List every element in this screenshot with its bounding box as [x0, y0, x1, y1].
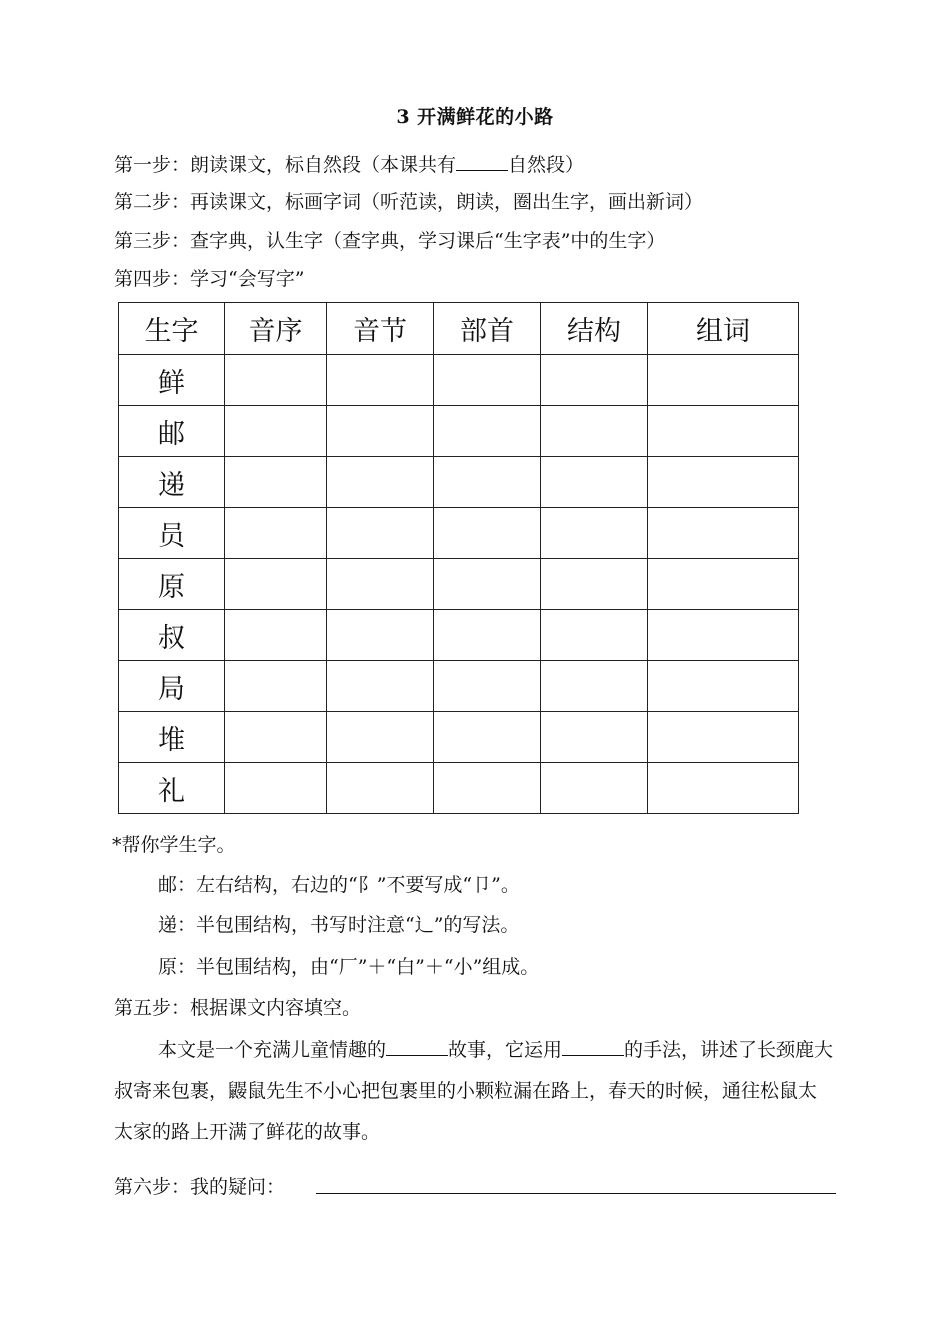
answer-cell[interactable]	[327, 610, 434, 661]
story-type-blank[interactable]	[386, 1035, 448, 1056]
answer-cell[interactable]	[327, 457, 434, 508]
answer-cell[interactable]	[434, 610, 541, 661]
answer-cell[interactable]	[225, 508, 327, 559]
answer-cell[interactable]	[327, 763, 434, 814]
step-3: 第三步：查字典，认生字（查字典，学习课后“生字表”中的生字）	[114, 230, 666, 252]
fill-text-1: 本文是一个充满儿童情趣的	[158, 1039, 387, 1061]
table-body	[119, 355, 799, 814]
answer-cell[interactable]	[225, 661, 327, 712]
char-cell: 堆	[119, 712, 225, 763]
answer-cell[interactable]	[541, 661, 648, 712]
answer-cell[interactable]	[434, 763, 541, 814]
answer-cell[interactable]	[648, 508, 799, 559]
table-header-row	[119, 303, 799, 355]
step-5: 第五步：根据课文内容填空。	[114, 997, 362, 1019]
help-heading: *帮你学生字。	[112, 834, 236, 856]
technique-blank[interactable]	[562, 1035, 624, 1056]
answer-cell[interactable]	[434, 355, 541, 406]
table-row	[119, 406, 799, 457]
answer-cell[interactable]	[541, 712, 648, 763]
header-cell: 结构	[541, 303, 648, 355]
header-cell: 音节	[327, 303, 434, 355]
help-note-2: 递：半包围结构，书写时注意“辶”的写法。	[158, 914, 520, 936]
fill-text-3: 的手法，讲述了长颈鹿大叔寄来包裹，鼹鼠先生不小心把包裹里的小颗粒漏在路上，春天的时候，通往松鼠太太家的路上开满了鲜花的故事。	[114, 1039, 834, 1143]
char-cell: 叔	[119, 610, 225, 661]
step-4: 第四步：学习“会写字”	[114, 268, 305, 290]
step-1-suffix: 自然段）	[508, 154, 585, 176]
answer-cell[interactable]	[541, 355, 648, 406]
answer-cell[interactable]	[327, 508, 434, 559]
char-cell: 递	[119, 457, 225, 508]
answer-cell[interactable]	[434, 559, 541, 610]
answer-cell[interactable]	[327, 712, 434, 763]
answer-cell[interactable]	[541, 559, 648, 610]
answer-cell[interactable]	[648, 763, 799, 814]
answer-cell[interactable]	[434, 406, 541, 457]
char-cell: 原	[119, 559, 225, 610]
answer-cell[interactable]	[648, 661, 799, 712]
help-note-1: 邮：左右结构，右边的“阝”不要写成“卩”。	[158, 874, 520, 896]
answer-cell[interactable]	[225, 610, 327, 661]
table-row	[119, 457, 799, 508]
answer-cell[interactable]	[648, 559, 799, 610]
answer-cell[interactable]	[541, 508, 648, 559]
answer-cell[interactable]	[541, 457, 648, 508]
char-cell: 邮	[119, 406, 225, 457]
table-row	[119, 661, 799, 712]
answer-cell[interactable]	[434, 457, 541, 508]
table-row	[119, 508, 799, 559]
header-cell: 部首	[434, 303, 541, 355]
answer-cell[interactable]	[434, 661, 541, 712]
answer-cell[interactable]	[648, 406, 799, 457]
char-cell: 局	[119, 661, 225, 712]
page-title: 3 开满鲜花的小路	[396, 106, 554, 128]
step-6: 第六步：我的疑问：	[114, 1176, 286, 1198]
answer-cell[interactable]	[225, 763, 327, 814]
header-cell: 生字	[119, 303, 225, 355]
step-1-text: 第一步：朗读课文，标自然段（本课共有	[114, 154, 457, 176]
answer-cell[interactable]	[327, 661, 434, 712]
fill-text-2: 故事，它运用	[448, 1039, 563, 1061]
answer-cell[interactable]	[225, 406, 327, 457]
answer-cell[interactable]	[225, 712, 327, 763]
answer-cell[interactable]	[648, 355, 799, 406]
question-answer-line[interactable]	[316, 1193, 836, 1194]
table-row	[119, 763, 799, 814]
answer-cell[interactable]	[434, 712, 541, 763]
help-note-3: 原：半包围结构，由“厂”＋“白”＋“小”组成。	[158, 956, 540, 978]
answer-cell[interactable]	[434, 508, 541, 559]
char-cell: 鲜	[119, 355, 225, 406]
table-row	[119, 610, 799, 661]
fill-paragraph	[114, 1030, 834, 1153]
answer-cell[interactable]	[327, 559, 434, 610]
paragraph-count-blank[interactable]	[456, 150, 508, 171]
character-table	[118, 302, 799, 814]
answer-cell[interactable]	[225, 355, 327, 406]
answer-cell[interactable]	[648, 457, 799, 508]
char-cell: 员	[119, 508, 225, 559]
answer-cell[interactable]	[327, 355, 434, 406]
answer-cell[interactable]	[541, 763, 648, 814]
table-row	[119, 712, 799, 763]
answer-cell[interactable]	[541, 610, 648, 661]
header-cell: 音序	[225, 303, 327, 355]
answer-cell[interactable]	[225, 457, 327, 508]
answer-cell[interactable]	[327, 406, 434, 457]
char-cell: 礼	[119, 763, 225, 814]
answer-cell[interactable]	[648, 610, 799, 661]
answer-cell[interactable]	[541, 406, 648, 457]
table-row	[119, 355, 799, 406]
answer-cell[interactable]	[648, 712, 799, 763]
answer-cell[interactable]	[225, 559, 327, 610]
step-2: 第二步：再读课文，标画字词（听范读，朗读，圈出生字，画出新词）	[114, 191, 704, 213]
table-row	[119, 559, 799, 610]
header-cell: 组词	[648, 303, 799, 355]
step-1	[114, 150, 584, 178]
